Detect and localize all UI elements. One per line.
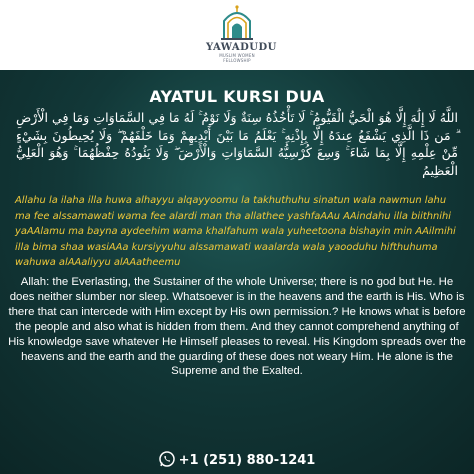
arabic-verse: اللَّهُ لَا إِلَٰهَ إِلَّا هُوَ الْحَيُّ الْقَيُّومُ ۚ لَا تَأْخُذُهُ سِنَةٌ وَلَا نَوْمٌ ۚ لَهُ مَا فِي السَّمَاوَاتِ وَمَا فِي الْأَرْضِ ۗ مَن ذَا الَّذِي يَشْفَعُ عِندَهُ إِلَّا بِإِذْنِهِ ۚ يَعْلَمُ مَا بَيْنَ أَيْدِيهِمْ وَمَا خَلْفَهُمْ ۖ وَلَا يُحِيطُونَ بِشَيْءٍ مِّنْ عِلْمِهِ إِلَّا بِمَا شَاءَ ۚ وَسِعَ كُرْسِيُّهُ السَّمَاوَاتِ وَالْأَرْضَ ۖ وَلَا يَئُودُهُ حِفْظُهُمَا ۚ وَهُوَ الْعَلِيُّ الْعَظِيمُ	[16, 110, 458, 178]
transliteration-text: Allahu la ilaha illa huwa alhayyu alqayyoomu la takhuthuhu sinatun wala nawmun lahu ma fee alssamawati wama fee alardi man tha allathee yashfaAAu AAindahu illa biithnihi yaAAlamu ma bayna aydeehim wama khalfahum wala yuheetoona bishayin min AAilmihi illa bima shaa wasiAAa kursiyyuhu alssamawati waalarda wala yaooduhu hifthuhuma wahuwa alAAaliyyu alAAatheemu	[15, 195, 456, 269]
translation-text: Allah: the Everlasting, the Sustainer of the whole Universe; there is no god but He. He does neither slumber nor sleep. Whatsoever is in the heavens and the earth is His. Who is there that can intercede with Him except by His own permission.? He knows what is before the people and also what is hidden from them. And they cannot comprehend anything of His knowledge save whatever He Himself pleases to reveal. His Kingdom spreads over the heavens and the earth and the guarding of these does not weary Him. He alone is the Supreme and the Exalted.	[8, 276, 466, 378]
contact-line[interactable]	[0, 451, 474, 468]
header-band	[0, 0, 474, 70]
phone-number[interactable]: +1 (251) 880-1241	[178, 453, 316, 468]
brand-tagline: MUSLIM WOMEN FELLOWSHIP	[219, 53, 255, 63]
brand-name: YAWADUDU	[206, 42, 277, 53]
mosque-logo-icon	[220, 5, 254, 41]
logo	[206, 5, 277, 63]
whatsapp-icon	[159, 451, 175, 467]
page-title: AYATUL KURSI DUA	[149, 87, 325, 106]
